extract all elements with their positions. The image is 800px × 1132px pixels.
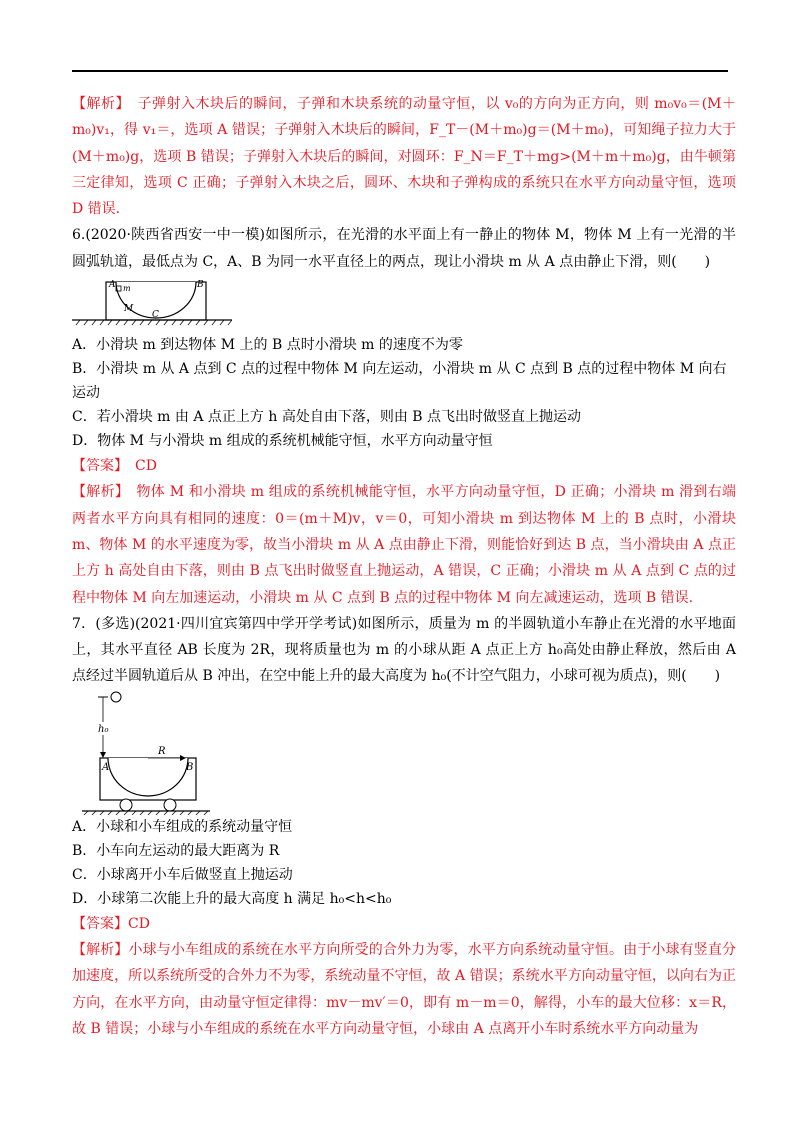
question-7-stem: 7．(多选)(2021·四川宜宾第四中学开学考试)如图所示，质量为 m 的半圆轨道小车静止在光滑的水平地面上，其水平直径 AB 长度为 2R，现将质量也为 m 的小球从距 A 点正上方 h₀高处由静止释放，然后由 A 点经过半圆轨道后从 B 冲出，在空中能上升的最大高度为 h₀(不计空气阻力，小球可视为质点)，则( ): [72, 615, 736, 685]
answer-text: CD: [121, 458, 157, 475]
label-B: B: [197, 280, 204, 291]
q6-option-a: A．小滑块 m 到达物体 M 上的 B 点时小滑块 m 的速度不为零: [72, 337, 463, 354]
q6-option-c: C．若小滑块 m 由 A 点正上方 h 高处自由下落，则由 B 点飞出时做竖直上抛运动: [72, 409, 582, 426]
wheel-right: [164, 799, 176, 811]
q6-option-d: D．物体 M 与小滑块 m 组成的系统机械能守恒，水平方向动量守恒: [72, 433, 493, 450]
q7-option-c: C．小球离开小车后做竖直上抛运动: [72, 866, 293, 883]
label-R: R: [158, 745, 166, 757]
analysis-text: 小球与小车组成的系统在水平方向所受的合外力为零，水平方向系统动量守恒。由于小球有竖直分加速度，所以系统所受的合外力不为零，系统动量不守恒，故 A 错误；系统水平方向动量守恒，以向右为正方向，在水平方向，由动量守恒定律得：mv－mv′＝0，即有 m－m＝0，解得，小车的最大位移：x＝R，故 B 错误；小球与小车组成的系统在水平方向动量守恒，小球由 A 点离开小车时系统水平方向动量为: [72, 942, 737, 1037]
label-C: C: [152, 310, 159, 321]
document-body: [72, 91, 736, 1042]
q7-answer: [72, 911, 736, 937]
q7-option-a: A．小球和小车组成的系统动量守恒: [72, 818, 293, 835]
answer-tag: 【答案】: [72, 915, 128, 932]
label-B: B: [186, 761, 194, 773]
wheel-left: [120, 799, 132, 811]
q6-answer: [72, 453, 736, 479]
analysis-tag: 【解析】: [72, 484, 123, 501]
figure-q7-cart: [72, 690, 212, 815]
label-A: A: [109, 280, 116, 291]
label-h0: h₀: [98, 723, 109, 735]
analysis-text: 物体 M 和小滑块 m 组成的系统机械能守恒，水平方向动量守恒，D 正确；小滑块 m 滑到右端两者水平方向具有相同的速度：0＝(m＋M)v，v＝0，可知小滑块 m 到达物体 M 上的 B 点时，小滑块 m、物体 M 的水平速度为零，故当小滑块 m 从 A 点由静止下滑，则能恰好到达 B 点，当小滑块由 A 点正上方 h 高处自由下落，则由 B 点飞出时做竖直上抛运动，A 错误，C 正确；小滑块 m 从 A 点到 C 点的过程中物体 M 向左加速运动，小滑块 m 从 C 点到 B 点的过程中物体 M 向左减速运动，选项 B 错误.: [72, 484, 736, 606]
q7-analysis: [72, 937, 736, 1042]
question-6-stem: 6.(2020·陕西省西安一中一模)如图所示，在光滑的水平面上有一静止的物体 M，物体 M 上有一光滑的半圆弧轨道，最低点为 C，A、B 为同一水平直径上的两点，现让小滑块 m 从 A 点由静止下滑，则( ): [72, 227, 736, 270]
q6-option-b: B．小滑块 m 从 A 点到 C 点的过程中物体 M 向左运动，小滑块 m 从 C 点到 B 点的过程中物体 M 向右运动: [72, 361, 727, 402]
q7-option-b: B．小车向左运动的最大距离为 R: [72, 842, 280, 859]
answer-text: CD: [128, 915, 150, 932]
label-M: M: [124, 304, 134, 315]
answer-tag: 【答案】: [72, 458, 121, 475]
analysis-text: 子弹射入木块后的瞬间，子弹和木块系统的动量守恒，以 v₀的方向为正方向，则 m₀v₀＝(M＋m₀)v₁，得 v₁＝，选项 A 错误；子弹射入木块后的瞬间，F_T－(M＋m₀)g＝(M＋m₀)，可知绳子拉力大于(M＋m₀)g，选项 B 错误；子弹射入木块后的瞬间，对圆环：F_N＝F_T＋mg>(M＋m＋m₀)g，由牛顿第三定律知，选项 C 正确；子弹射入木块之后，圆环、木块和子弹构成的系统只在水平方向动量守恒，选项 D 错误.: [72, 96, 736, 218]
analysis-tag: 【解析】: [72, 96, 123, 112]
q6-analysis: [72, 479, 736, 610]
analysis-q5: [72, 91, 736, 222]
analysis-tag: 【解析】: [72, 942, 129, 959]
label-m: m: [123, 284, 131, 294]
top-rule: [72, 70, 728, 72]
figure-q6-semicircle-block: [72, 275, 232, 333]
q7-option-d: D．小球第二次能上升的最大高度 h 满足 h₀<h<h₀: [72, 890, 392, 907]
ball: [111, 692, 121, 702]
label-A: A: [102, 761, 110, 773]
